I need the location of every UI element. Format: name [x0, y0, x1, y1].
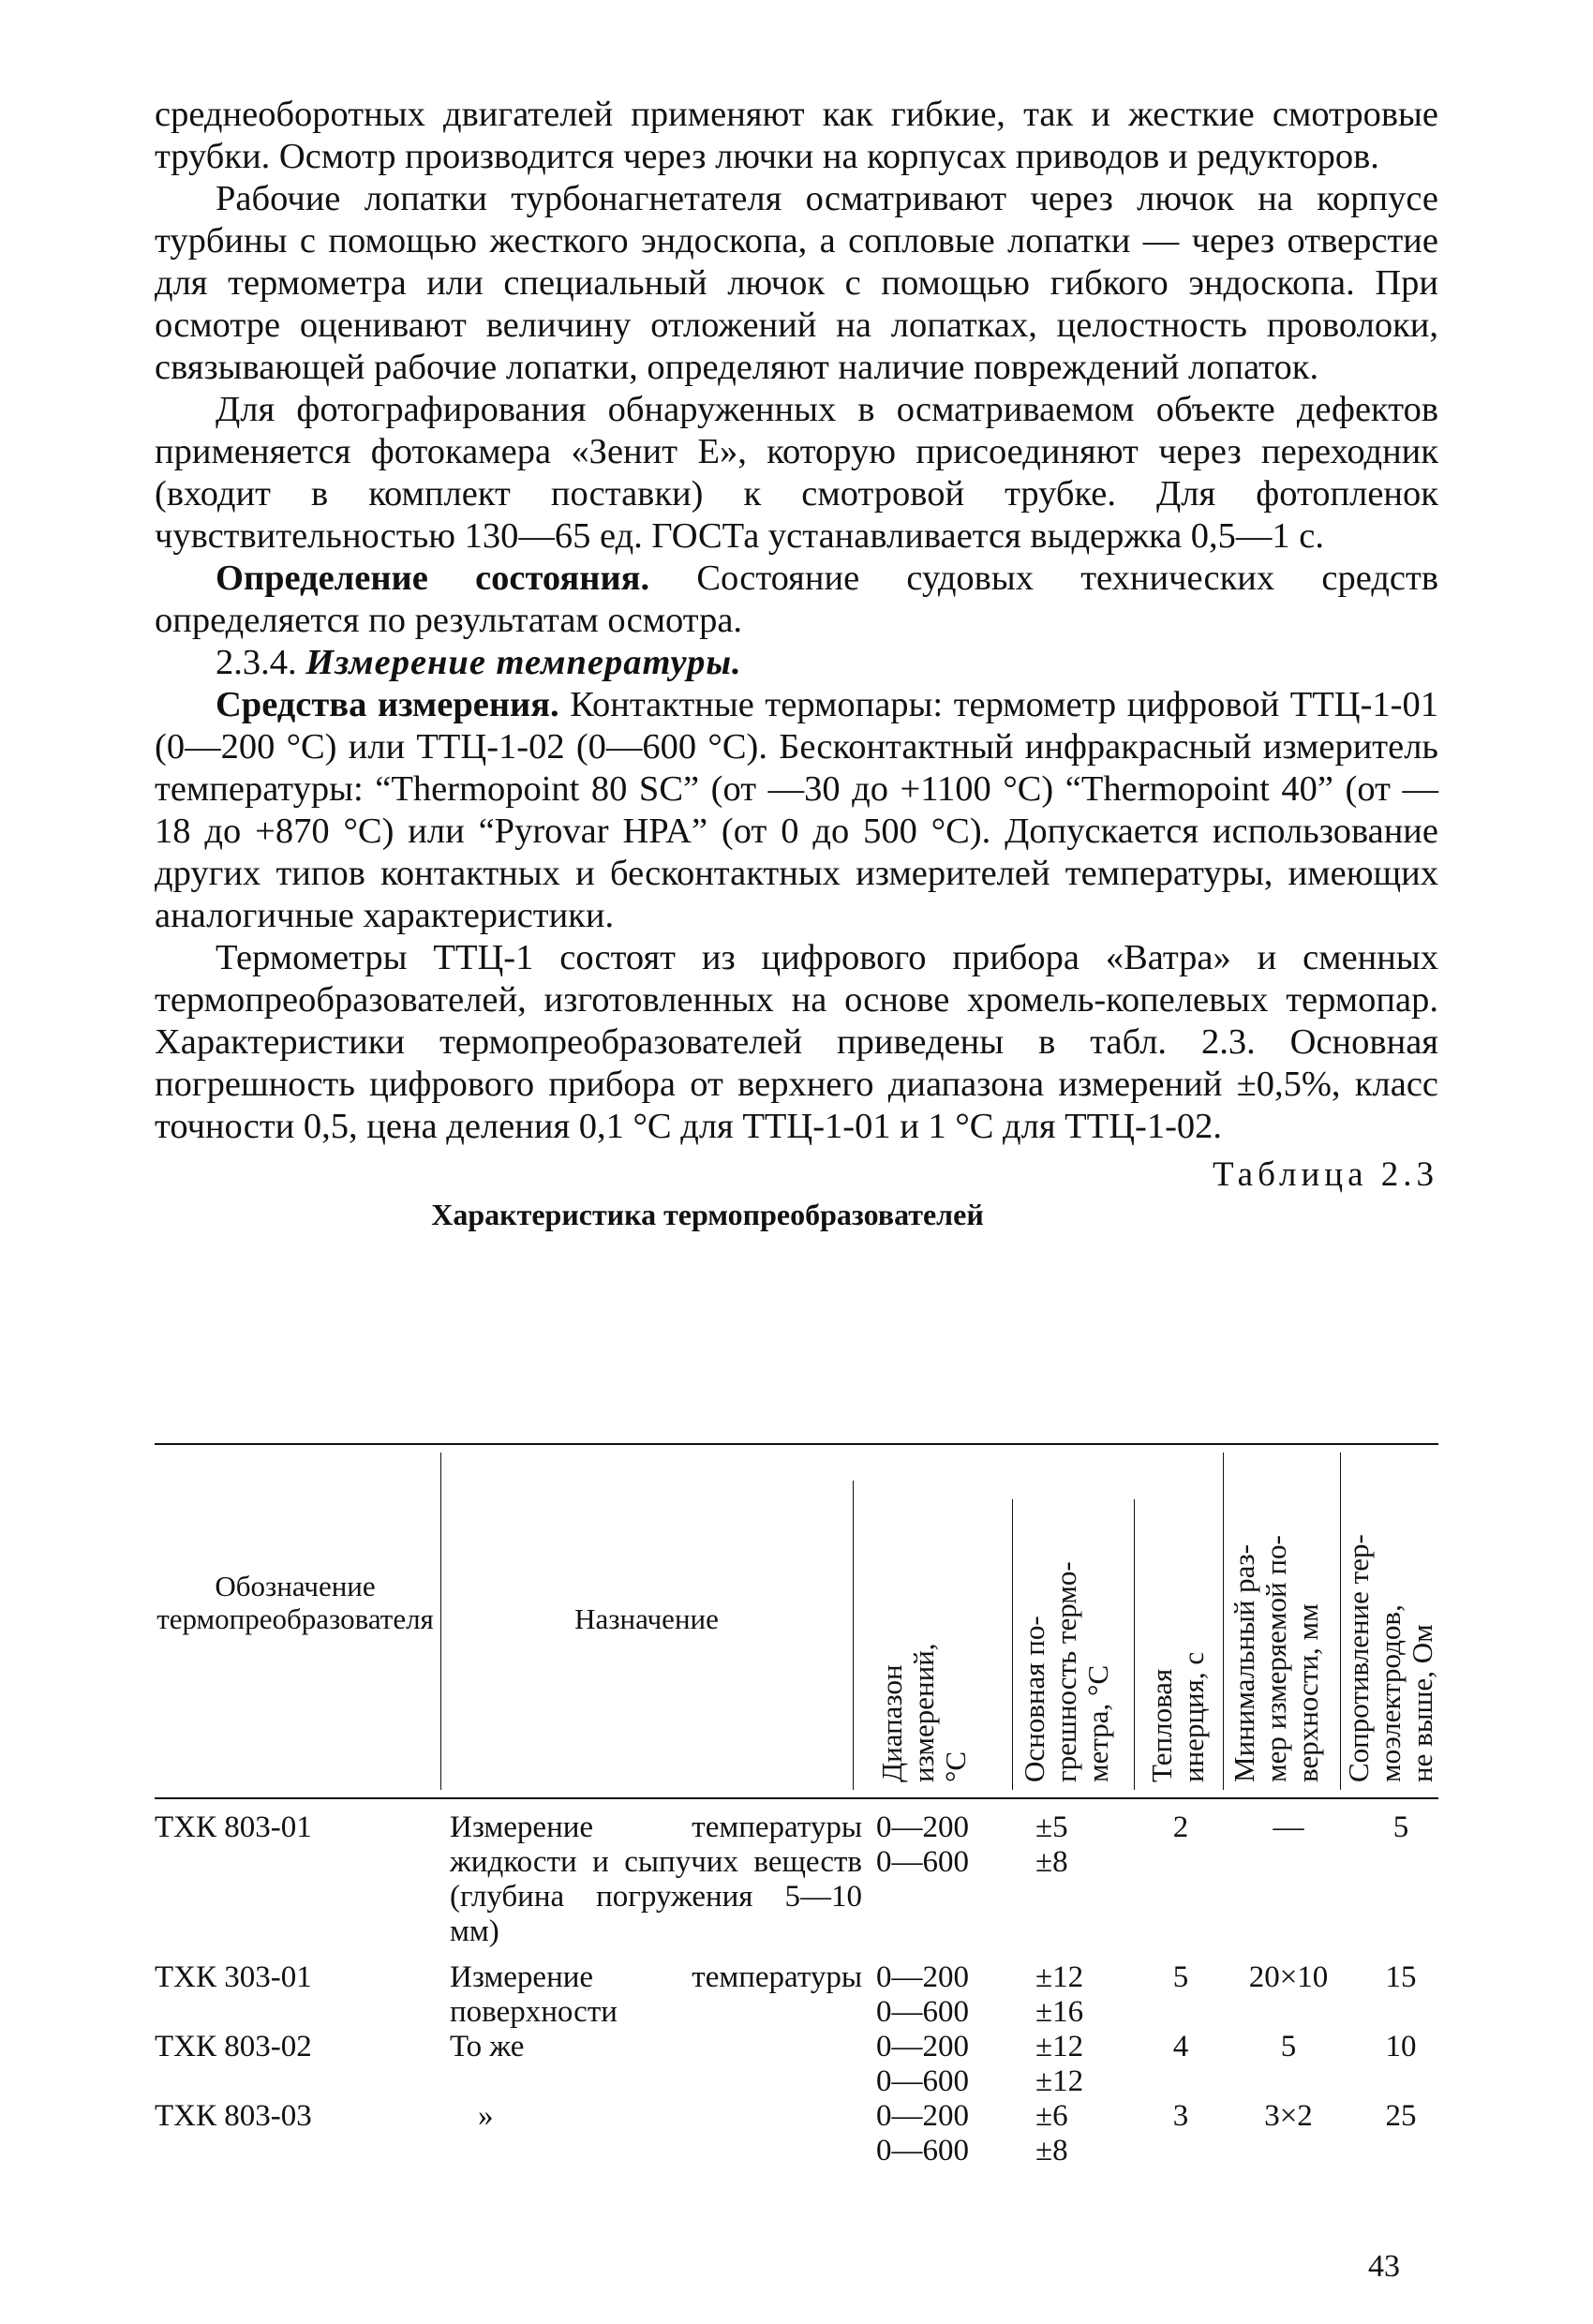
header-purpose: Назначение	[574, 1602, 719, 1635]
cell-error: ±12 ±12	[1035, 2030, 1084, 2098]
header-code: Обозначение термопреобразователя	[156, 1570, 434, 1635]
cell-resistance: 10	[1385, 2030, 1417, 2063]
cell-inertia: 2	[1172, 1810, 1189, 1844]
paragraph-5-lead: Средства измерения.	[216, 685, 559, 724]
header-range: Диапазон измерений, °С	[875, 1643, 972, 1782]
cell-resistance: 15	[1385, 1960, 1417, 1994]
cell-range: 0—200 0—600	[876, 2030, 969, 2098]
thermo-table	[155, 1443, 1438, 2193]
cell-range: 0—200 0—600	[876, 1960, 969, 2029]
header-resistance: Сопротивление тер- моэлектродов, не выше, Ом	[1342, 1534, 1438, 1782]
cell-size: 5	[1280, 2030, 1297, 2063]
section-number: 2.3.4.	[216, 643, 306, 682]
section-title: Измерение температуры.	[305, 643, 742, 682]
body-text	[155, 94, 1438, 1233]
cell-code: ТХК 803-03	[155, 2099, 312, 2133]
header-error: Основная по- грешность термо- метра, °С	[1018, 1561, 1114, 1782]
cell-size: 20×10	[1248, 1960, 1329, 1994]
col-divider	[1012, 1499, 1013, 1790]
cell-inertia: 4	[1172, 2030, 1189, 2063]
cell-inertia: 5	[1172, 1960, 1189, 1994]
col-divider	[1223, 1452, 1224, 1790]
cell-code: ТХК 303-01	[155, 1960, 312, 1994]
cell-error: ±6 ±8	[1035, 2099, 1068, 2168]
paragraph-4-body: Состояние судовых технических средств определяется по результатам осмотра.	[155, 559, 1439, 640]
paragraph-1: среднеоборотных двигателей применяют как гибкие, так и жесткие смотровые трубки. Осмотр производится через лючки на корпусах приводов и редукторов.	[155, 95, 1438, 176]
cell-resistance: 5	[1392, 1810, 1409, 1844]
cell-purpose: Измерение температуры поверхности	[450, 1960, 862, 2029]
table-caption: Таблица 2.3	[1213, 1155, 1438, 1194]
cell-error: ±5 ±8	[1035, 1810, 1068, 1879]
cell-range: 0—200 0—600	[876, 1810, 969, 1879]
cell-error: ±12 ±16	[1035, 1960, 1084, 2029]
cell-purpose: Измерение температуры жидкости и сыпучих веществ (глубина погружения 5—10 мм)	[450, 1810, 862, 1948]
cell-inertia: 3	[1172, 2099, 1189, 2133]
cell-range: 0—200 0—600	[876, 2099, 969, 2168]
paragraph-4	[155, 558, 1438, 642]
cell-purpose: То же	[450, 2030, 525, 2063]
paragraph-5	[155, 684, 1438, 937]
cell-code: ТХК 803-01	[155, 1810, 312, 1844]
paragraph-6: Термометры ТТЦ-1 состоят из цифрового прибора «Ватра» и сменных термопреобразователей, изготовленных на основе хромель-копелевых термопар. Характеристики термопреобразователей приведены в табл. 2.3. Основная погрешность цифрового прибора от верхнего диапазона измерений ±0,5%, класс точности 0,5, цена деления 0,1 °С для ТТЦ-1-01 и 1 °С для ТТЦ-1-02.	[155, 938, 1438, 1146]
header-size: Минимальный раз- мер измеряемой по- верхности, мм	[1228, 1535, 1324, 1782]
cell-resistance: 25	[1385, 2099, 1417, 2133]
cell-size: —	[1273, 1810, 1304, 1844]
cell-purpose: »	[478, 2099, 494, 2133]
col-divider	[1340, 1452, 1341, 1790]
paragraph-5-body: Контактные термопары: термометр цифровой ТТЦ-1-01 (0—200 °С) или ТТЦ-1-02 (0—600 °С). Бесконтактный инфракрасный измеритель температуры: “Thermopoint 80 SC” (от —30 до +1100 °С) “Thermopoint 40” (от —18 до +870 °С) или “Pyrovar HPA” (от 0 до 500 °С). Допускается использование других типов контактных и бесконтактных измерителей температуры, имеющих аналогичные характеристики.	[155, 685, 1438, 935]
table-title: Характеристика термопреобразователей	[431, 1198, 984, 1231]
col-divider	[853, 1481, 854, 1790]
paragraph-2: Рабочие лопатки турбонагнетателя осматривают через лючок на корпусе турбины с помощью жесткого эндоскопа, а сопловые лопатки — через отверстие для термометра или специальный лючок с помощью гибкого эндоскопа. При осмотре оценивают величину отложений на лопатках, целостность проволоки, связывающей рабочие лопатки, определяют наличие повреждений лопаток.	[155, 179, 1438, 387]
col-divider	[440, 1452, 441, 1790]
section-heading	[155, 642, 1438, 684]
page-number: 43	[1368, 2249, 1400, 2284]
cell-size: 3×2	[1264, 2099, 1313, 2133]
header-inertia: Тепловая инерция, с	[1145, 1651, 1210, 1782]
paragraph-4-lead: Определение состояния.	[216, 559, 650, 598]
paragraph-3: Для фотографирования обнаруженных в осматриваемом объекте дефектов применяется фотокамера «Зенит Е», которую присоединяют через переходник (входит в комплект поставки) к смотровой трубке. Для фотопленок чувствительностью 130—65 ед. ГОСТа устанавливается выдержка 0,5—1 с.	[155, 390, 1438, 556]
cell-code: ТХК 803-02	[155, 2030, 312, 2063]
table-header-rule	[155, 1797, 1438, 1799]
table-top-rule	[155, 1443, 1438, 1445]
col-divider	[1134, 1499, 1135, 1790]
